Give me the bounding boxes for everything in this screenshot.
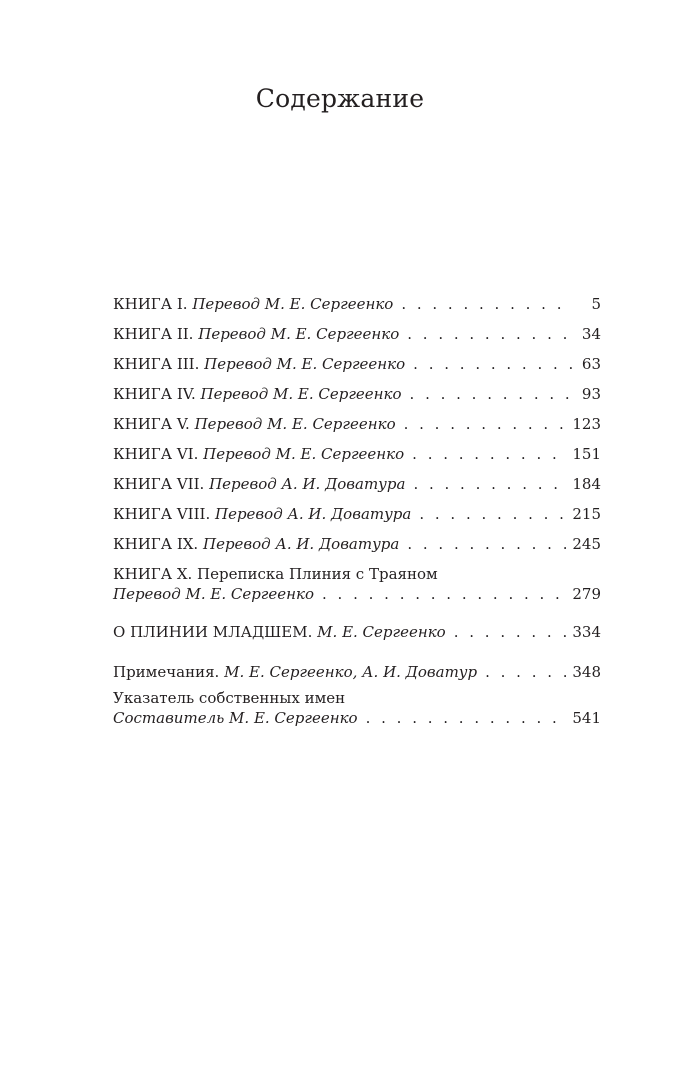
toc-page-number: 541 <box>572 709 601 727</box>
toc-page-number: 63 <box>581 355 601 373</box>
toc-entry-translator: Перевод М. Е. Сергеенко <box>198 325 400 343</box>
toc-page-number: 184 <box>572 475 601 493</box>
toc-entry-book-5[interactable] <box>113 414 601 444</box>
toc-entry-compiler: Составитель М. Е. Сергеенко <box>113 709 358 727</box>
toc-entry-author: М. Е. Сергеенко, А. И. Доватур <box>224 663 478 681</box>
toc-entry-book-3[interactable] <box>113 354 601 384</box>
leader-dots <box>413 474 566 494</box>
toc-entry-book-7[interactable] <box>113 474 601 504</box>
toc-entry-book-2[interactable] <box>113 324 601 354</box>
toc-page-number: 245 <box>572 535 601 553</box>
toc-entry-translator: Перевод М. Е. Сергеенко <box>204 355 406 373</box>
toc-entry-translator: Перевод М. Е. Сергеенко <box>194 415 396 433</box>
toc-entry-translator: Перевод А. И. Доватура <box>215 505 412 523</box>
toc-entry-book-1[interactable] <box>113 294 601 324</box>
toc-entry-title: КНИГА I. <box>113 295 188 313</box>
leader-dots <box>410 384 573 404</box>
toc-page-number: 279 <box>572 585 601 603</box>
toc-entry-book-8[interactable] <box>113 504 601 534</box>
toc-entry-translator: Перевод М. Е. Сергеенко <box>203 445 405 463</box>
toc-entry-author: М. Е. Сергеенко <box>317 623 446 641</box>
table-of-contents <box>113 294 601 728</box>
toc-page-number: 93 <box>581 385 601 403</box>
toc-entry-title: КНИГА IX. <box>113 535 199 553</box>
toc-entry-about-pliny[interactable] <box>113 622 601 652</box>
toc-entry-title: КНИГА IV. <box>113 385 196 403</box>
toc-entry-book-4[interactable] <box>113 384 601 414</box>
toc-page-number: 123 <box>572 415 601 433</box>
toc-entry-translator: Перевод М. Е. Сергеенко <box>192 295 394 313</box>
toc-entry-title: Примечания. <box>113 663 220 681</box>
leader-dots <box>419 504 566 524</box>
toc-page-number: 34 <box>581 325 601 343</box>
leader-dots <box>454 622 567 642</box>
toc-entry-translator: Перевод А. И. Доватура <box>209 475 406 493</box>
toc-page-number: 215 <box>572 505 601 523</box>
leader-dots <box>413 354 573 374</box>
leader-dots <box>407 324 573 344</box>
leader-dots <box>366 708 567 728</box>
leader-dots <box>485 662 566 682</box>
page-title: Содержание <box>255 84 425 113</box>
leader-dots <box>404 414 567 434</box>
toc-entry-title: Указатель собственных имен <box>113 689 346 707</box>
toc-entry-title: КНИГА VII. <box>113 475 205 493</box>
toc-entry-title: КНИГА II. <box>113 325 194 343</box>
toc-entry-title: О ПЛИНИИ МЛАДШЕМ. <box>113 623 313 641</box>
toc-entry-translator: Перевод М. Е. Сергеенко <box>113 585 315 603</box>
toc-entry-book-10[interactable] <box>113 564 601 604</box>
toc-entry-title: КНИГА VIII. <box>113 505 211 523</box>
toc-page-number: 334 <box>572 623 601 641</box>
leader-dots <box>407 534 566 554</box>
leader-dots <box>322 584 566 604</box>
leader-dots <box>401 294 573 314</box>
toc-page-number: 5 <box>591 295 601 313</box>
toc-entry-title: КНИГА X. Переписка Плиния с Траяном <box>113 565 438 583</box>
toc-entry-book-9[interactable] <box>113 534 601 564</box>
toc-entry-book-6[interactable] <box>113 444 601 474</box>
toc-page-number: 151 <box>572 445 601 463</box>
toc-entry-index[interactable] <box>113 688 601 728</box>
leader-dots <box>412 444 566 464</box>
toc-entry-translator: Перевод А. И. Доватура <box>202 535 400 553</box>
toc-entry-translator: Перевод М. Е. Сергеенко <box>200 385 402 403</box>
toc-entry-title: КНИГА III. <box>113 355 200 373</box>
toc-page-number: 348 <box>572 663 601 681</box>
toc-entry-title: КНИГА VI. <box>113 445 199 463</box>
toc-entry-title: КНИГА V. <box>113 415 190 433</box>
